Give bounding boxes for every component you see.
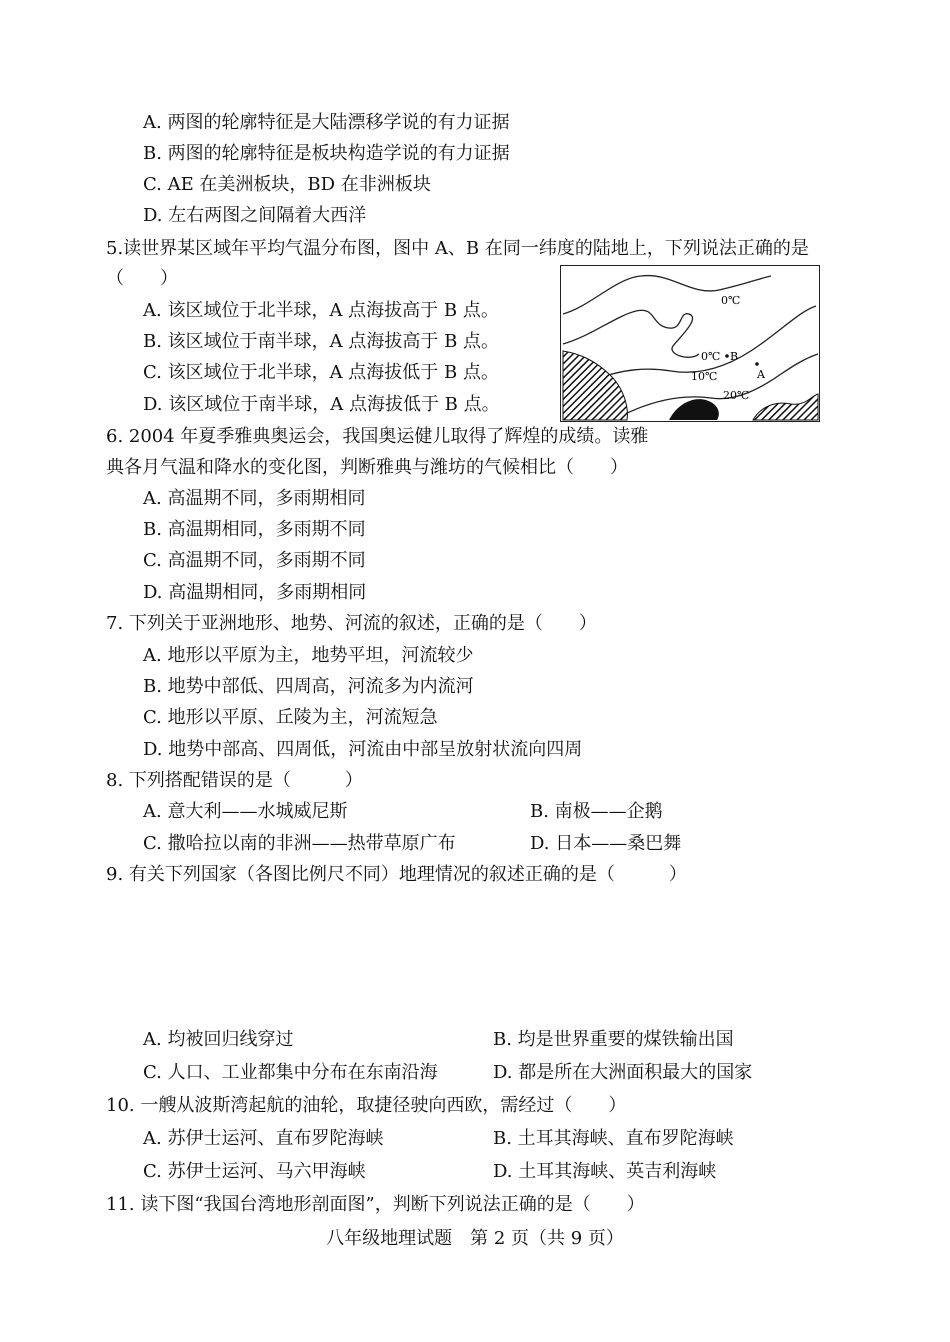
q10-option-d: D. 土耳其海峡、英吉利海峡 [493,1161,717,1182]
q9-option-b: B. 均是世界重要的煤铁输出国 [493,1029,734,1050]
map-label-0c-mid: 0℃ [701,350,721,363]
point-a-marker [755,362,759,366]
q5-option-a: A. 该区域位于北半球，A 点海拔高于 B 点。 [143,300,499,321]
q8-option-d: D. 日本——桑巴舞 [530,833,682,854]
q8-option-b: B. 南极——企鹅 [530,801,663,822]
q9-option-a: A. 均被回归线穿过 [143,1029,294,1050]
q5-option-c: C. 该区域位于北半球，A 点海拔低于 B 点。 [143,362,499,383]
q4-option-b: B. 两图的轮廓特征是板块构造学说的有力证据 [143,143,510,164]
q7-option-b: B. 地势中部低、四周高，河流多为内流河 [143,676,474,697]
q4-option-a: A. 两图的轮廓特征是大陆漂移学说的有力证据 [143,112,510,133]
q9-stem: 9. 有关下列国家（各图比例尺不同）地理情况的叙述正确的是（ ） [106,864,687,885]
q9-option-c: C. 人口、工业都集中分布在东南沿海 [143,1062,438,1083]
q9-option-d: D. 都是所在大洲面积最大的国家 [493,1062,753,1083]
q4-option-d: D. 左右两图之间隔着大西洋 [143,205,367,226]
q7-stem: 7. 下列关于亚洲地形、地势、河流的叙述，正确的是（ ） [106,613,597,634]
q10-stem: 10. 一艘从波斯湾起航的油轮，取捷径驶向西欧，需经过（ ） [106,1095,627,1116]
q10-option-a: A. 苏伊士运河、直布罗陀海峡 [143,1128,384,1149]
map-label-20c: 20℃ [723,389,750,402]
q6-option-c: C. 高温期不同，多雨期不同 [143,550,366,571]
q10-option-c: C. 苏伊士运河、马六甲海峡 [143,1161,366,1182]
map-label-10c: 10℃ [691,370,718,383]
q5-answer-paren: （ ） [106,268,178,289]
q5-option-d: D. 该区域位于南半球，A 点海拔低于 B 点。 [143,394,500,415]
q5-option-b: B. 该区域位于南半球，A 点海拔高于 B 点。 [143,331,500,352]
q6-option-b: B. 高温期相同，多雨期不同 [143,519,366,540]
map-label-0c-top: 0℃ [721,294,741,307]
q7-option-d: D. 地势中部高、四周低，河流由中部呈放射状流向四周 [143,739,583,760]
q4-option-c: C. AE 在美洲板块，BD 在非洲板块 [143,174,431,195]
q6-stem-line1: 6. 2004 年夏季雅典奥运会，我国奥运健儿取得了辉煌的成绩。读雅 [106,426,649,447]
map-label-b: B [730,350,739,363]
q11-stem: 11. 读下图“我国台湾地形剖面图”，判断下列说法正确的是（ ） [106,1194,645,1215]
q7-option-c: C. 地形以平原、丘陵为主，河流短急 [143,707,438,728]
q5-stem: 5.读世界某区域年平均气温分布图，图中 A、B 在同一纬度的陆地上，下列说法正确的是 [106,238,809,259]
q7-option-a: A. 地形以平原为主，地势平坦，河流较少 [143,645,474,666]
q8-option-a: A. 意大利——水城威尼斯 [143,801,348,822]
temperature-map-figure [560,265,820,422]
q8-option-c: C. 撒哈拉以南的非洲——热带草原广布 [143,833,456,854]
q10-option-b: B. 土耳其海峡、直布罗陀海峡 [493,1128,734,1149]
q8-stem: 8. 下列搭配错误的是（ ） [106,770,363,791]
map-label-a: A [757,368,765,381]
q6-option-d: D. 高温期相同，多雨期相同 [143,582,367,603]
q6-option-a: A. 高温期不同，多雨期相同 [143,488,366,509]
page-footer: 八年级地理试题 第 2 页（共 9 页） [326,1228,624,1249]
q6-stem-line2: 典各月气温和降水的变化图，判断雅典与潍坊的气候相比（ ） [106,457,628,478]
point-b-marker [725,354,729,358]
